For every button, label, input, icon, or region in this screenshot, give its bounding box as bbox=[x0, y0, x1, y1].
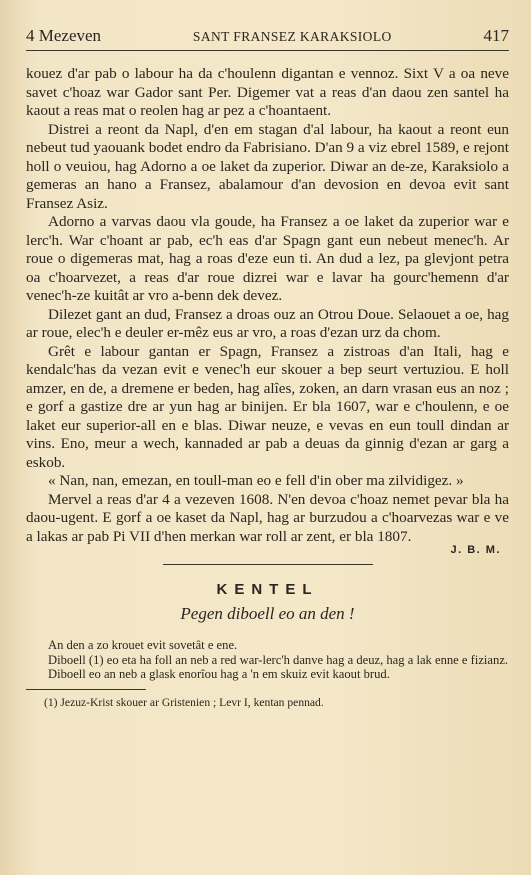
page-header bbox=[26, 26, 509, 47]
header-rule bbox=[26, 50, 509, 51]
footnote-rule bbox=[26, 689, 146, 690]
kentel-line-3: Diboell eo an neb a glask enorîou hag a 'n em skuiz evit kaout brud. bbox=[48, 667, 390, 681]
page-number: 417 bbox=[483, 26, 509, 45]
section-rule bbox=[163, 564, 373, 565]
author-signature: J. B. M. bbox=[450, 544, 501, 556]
kentel-subtitle: Pegen diboell eo an den ! bbox=[180, 604, 355, 623]
month-label: 4 Mezeven bbox=[26, 26, 102, 45]
paragraph-7: Mervel a reas d'ar 4 a vezeven 1608. N'en devoa c'hoaz nemet pevar bla ha daou-ugent. E gorf a oe kaset da Napl, hag ar burzudou a c'hoarvezas war e ve a lakas ar pab Pi VII d'hen merkan war roll ar zent, er bla 1807. bbox=[26, 490, 509, 545]
paragraph-3: Adorno a varvas daou vla goude, ha Fransez a oe laket da zuperior war e lerc'h. War c'hoant ar pab, ec'h eas d'ar Spagn gant eun nebeut menec'h. Ar roue o digemeras mat, hag a roas d'eze eun ti. An dud a lez, pa glevjont petra oa c'hoarvezet, a reas d'ar roue dizrei war e lavar ha gourc'hemenn d'ar venec'h-ze kuitât ar vro a-benn dek devez. bbox=[26, 213, 509, 304]
kentel-heading: KENTEL bbox=[216, 581, 319, 598]
footnote: (1) Jezuz-Krist skouer ar Gristenien ; Levr I, kentan pennad. bbox=[44, 695, 324, 709]
kentel-line-2: Diboell (1) eo eta ha foll an neb a red war-lerc'h danve hag a deuz, hag a lak enne e fizianz. bbox=[48, 652, 509, 667]
running-title: SANT FRANSEZ KARAKSIOLO bbox=[192, 29, 392, 44]
kentel-line-1: An den a zo krouet evit sovetât e ene. bbox=[48, 638, 238, 652]
paragraph-2: Distrei a reont da Napl, d'en em stagan d'al labour, ha kaout a reont eun nebeut tud yaouank bodet endro da Fabrisiano. D'an 9 a viz ebrel 1589, e rejont holl o veuiou, hag Adorno a oe laket da zuperior. Diwar an de-ze, Karaksiolo a gemeras an hano a Fransez, abalamour d'an devosion en devoa evit sant Fransez Asiz. bbox=[26, 120, 509, 212]
paragraph-5: Grêt e labour gantan er Spagn, Fransez a zistroas d'an Itali, hag e kendalc'has da vezan evit e venec'h eur skouer a bep seurt vertuziou. E holl amzer, en de, a dremene er beden, hag alîes, zoken, an darn vrasan eus an noz ; e gorf a gastize dre ar yun hag ar binijen. Er bla 1607, war e c'houlenn, e oe laket eur superior-all en e blas. Diwar neuze, e vevas en eun toull dindan ar vins. Eno, meur a wech, kannaded ar pab a deuas da ginnig d'ezan ar garg a eskob. bbox=[26, 342, 509, 471]
paragraph-1: kouez d'ar pab o labour ha da c'houlenn digantan e vennoz. Sixt V a oa neve savet c'hoaz war Gador sant Per. Digemer vat a reas d'an daou zen santel ha kaout a reas mat o reolen hag ar pez a c'hoantaent. bbox=[26, 65, 509, 119]
paragraph-6: « Nan, nan, emezan, en toull-man eo e fell d'in ober ma zilvidigez. » bbox=[48, 472, 464, 489]
paragraph-4: Dilezet gant an dud, Fransez a droas ouz an Otrou Doue. Selaouet a oe, hag ar roue, elec'h e deuler er-mêz eus ar vro, a roas d'ezan urz da chom. bbox=[26, 305, 509, 341]
